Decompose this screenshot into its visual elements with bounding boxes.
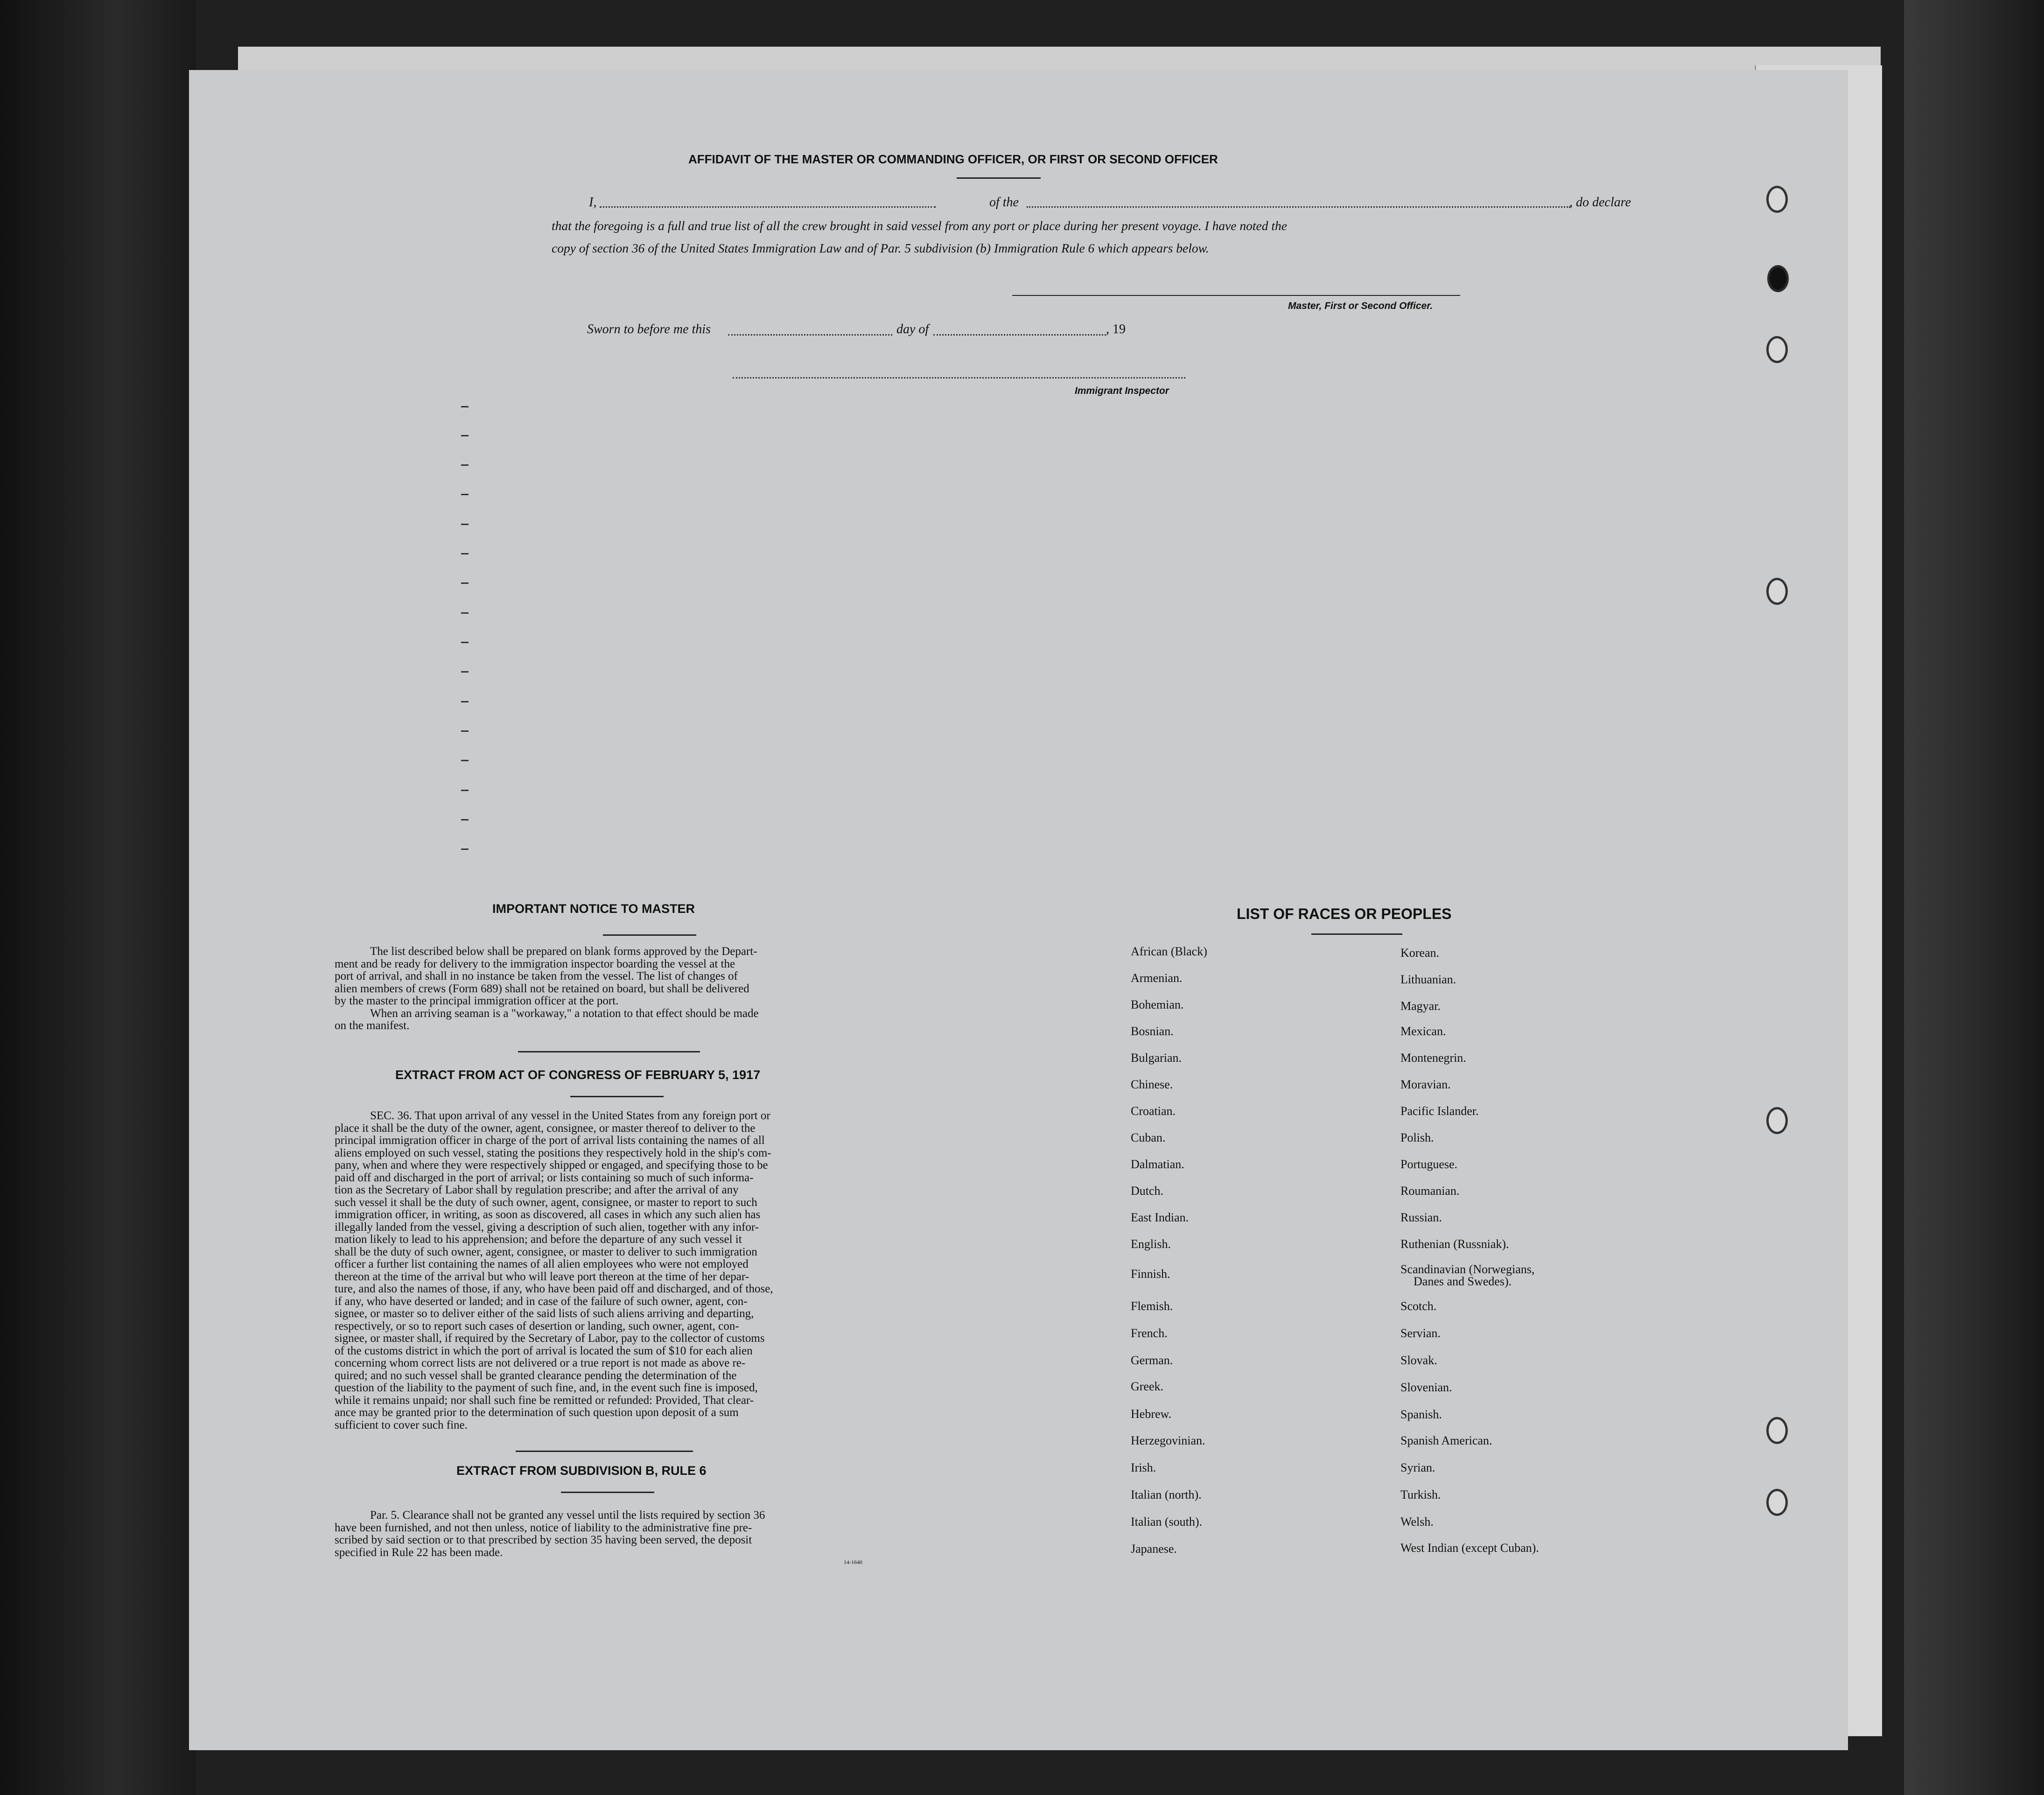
margin-tick xyxy=(461,464,469,466)
margin-tick xyxy=(461,435,469,436)
punch-hole xyxy=(1766,1489,1788,1516)
act-line: such vessel it shall be the duty of such owner, agent, consignee, or master to report to such xyxy=(335,1196,757,1209)
race-item: English. xyxy=(1131,1237,1171,1251)
act-line: ance may be granted prior to the determination of such question upon deposit of a sum xyxy=(335,1406,739,1419)
act-line: mation likely to lead to his apprehension; and before the departure of any such vessel it xyxy=(335,1233,742,1246)
race-item: French. xyxy=(1131,1326,1168,1340)
act-line: thereon at the time of the arrival but who will leave port thereon at the time of her depar- xyxy=(335,1270,749,1283)
race-item: Herzegovinian. xyxy=(1131,1434,1205,1447)
margin-tick xyxy=(461,524,469,525)
race-item: Dutch. xyxy=(1131,1184,1164,1198)
notice-title: IMPORTANT NOTICE TO MASTER xyxy=(492,902,695,916)
affidavit-vessel-blank xyxy=(1027,206,1570,208)
race-item: Croatian. xyxy=(1131,1104,1176,1118)
affidavit-name-blank xyxy=(600,206,936,208)
act-line: officer a further list containing the names of all alien employees who were not employed xyxy=(335,1258,749,1270)
race-item: Dalmatian. xyxy=(1131,1157,1184,1171)
punch-hole xyxy=(1766,186,1788,213)
notice-line: by the master to the principal immigration officer at the port. xyxy=(335,995,619,1007)
race-item: Irish. xyxy=(1131,1461,1156,1474)
act-line: signee, or master so to deliver either of the said lists of such aliens arriving and departing, xyxy=(335,1307,754,1320)
race-item: Servian. xyxy=(1400,1326,1441,1340)
races-title: LIST OF RACES OR PEOPLES xyxy=(1237,905,1452,922)
scan-background-right xyxy=(1904,0,2044,1795)
race-item: Spanish. xyxy=(1400,1408,1442,1421)
rule-line: have been furnished, and not then unless, notice of liability to the administrative fine pre- xyxy=(335,1521,752,1534)
race-item: Turkish. xyxy=(1400,1488,1441,1501)
affidavit-declare: , do declare xyxy=(1569,195,1631,210)
affidavit-line-3: copy of section 36 of the United States Immigration Law and of Par. 5 subdivision (b) Immigration Rule 6 which appears below. xyxy=(552,241,1209,255)
act-line: respectively, or so to report such cases of desertion or landing, such owner, agent, con- xyxy=(335,1319,739,1332)
act-line: sufficient to cover such fine. xyxy=(335,1418,468,1431)
notice-line: alien members of crews (Form 689) shall not be retained on board, but shall be delivered xyxy=(335,982,749,995)
sworn-month-blank xyxy=(933,334,1106,336)
race-item: Montenegrin. xyxy=(1400,1051,1466,1065)
affidavit-of-the: of the xyxy=(989,195,1019,210)
notice-line: The list described below shall be prepared on blank forms approved by the Depart- xyxy=(370,945,757,958)
race-item: Flemish. xyxy=(1131,1299,1173,1313)
act-line: paid off and discharged in the port of arrival; or lists containing so much of such informa- xyxy=(335,1171,754,1184)
race-item: East Indian. xyxy=(1131,1211,1189,1224)
sworn-day-blank xyxy=(728,334,892,336)
extract-rule-text xyxy=(335,1509,1081,1559)
margin-tick xyxy=(461,848,469,850)
margin-tick xyxy=(461,819,469,820)
notice-line: port of arrival, and shall in no instance be taken from the vessel. The list of changes of xyxy=(335,970,738,982)
margin-tick xyxy=(461,612,469,614)
punch-hole xyxy=(1767,265,1789,292)
race-item: Italian (south). xyxy=(1131,1515,1203,1529)
race-item: Lithuanian. xyxy=(1400,973,1456,986)
act-line: while it remains unpaid; nor shall such fine be remitted or refunded: Provided, That clear- xyxy=(335,1394,754,1407)
race-item: Scotch. xyxy=(1400,1299,1437,1313)
race-item: Portuguese. xyxy=(1400,1157,1458,1171)
race-item: Hebrew. xyxy=(1131,1407,1172,1421)
act-line: illegally landed from the vessel, giving a description of such alien, together with any infor- xyxy=(335,1220,759,1234)
margin-tick xyxy=(461,790,469,791)
race-item: Moravian. xyxy=(1400,1078,1451,1091)
sworn-day-of: day of xyxy=(896,322,929,337)
act-line: shall be the duty of such owner, agent, consignee, or master to deliver to such immigration xyxy=(335,1245,757,1258)
punch-hole xyxy=(1766,1417,1788,1444)
act-line: aliens employed on such vessel, stating the positions they respectively hold in the ship's com- xyxy=(335,1146,771,1159)
act-line: place it shall be the duty of the owner, agent, consignee, or master thereof to deliver to the xyxy=(335,1122,756,1135)
race-item: Cuban. xyxy=(1131,1131,1166,1144)
margin-tick xyxy=(461,701,469,702)
race-item: Pacific Islander. xyxy=(1400,1104,1479,1118)
race-item: Polish. xyxy=(1400,1131,1434,1144)
margin-tick xyxy=(461,760,469,761)
race-item: Bulgarian. xyxy=(1131,1051,1182,1065)
margin-tick xyxy=(461,582,469,584)
affidavit-i: I, xyxy=(589,195,597,210)
race-item: Greek. xyxy=(1131,1380,1164,1393)
inspector-signature-line xyxy=(733,377,1185,379)
act-line: question of the liability to the payment of such fine, and, in the event such fine is imposed, xyxy=(335,1381,758,1394)
scan-background-left xyxy=(0,0,196,1795)
race-item: Syrian. xyxy=(1400,1461,1435,1474)
race-item: Roumanian. xyxy=(1400,1184,1460,1198)
race-item: African (Black) xyxy=(1131,945,1207,958)
margin-tick xyxy=(461,494,469,495)
act-line: concerning whom correct lists are not delivered or a true report is not made as above re- xyxy=(335,1357,746,1369)
master-signature-label: Master, First or Second Officer. xyxy=(1288,301,1433,311)
margin-tick xyxy=(461,671,469,673)
document-page xyxy=(189,70,1848,1750)
extract-act-text xyxy=(335,1110,1081,1431)
race-item: Italian (north). xyxy=(1131,1488,1202,1501)
margin-tick xyxy=(461,553,469,554)
race-item: Bohemian. xyxy=(1131,998,1184,1011)
race-item: Scandinavian (Norwegians, xyxy=(1400,1262,1535,1276)
race-item: Korean. xyxy=(1400,946,1440,960)
section-divider xyxy=(518,1051,700,1052)
race-item: Armenian. xyxy=(1131,971,1183,985)
race-item: German. xyxy=(1131,1353,1173,1367)
race-item: Finnish. xyxy=(1131,1267,1170,1281)
notice-line: ment and be ready for delivery to the immigration inspector boarding the vessel at the xyxy=(335,957,735,970)
margin-tick xyxy=(461,730,469,732)
race-item: Bosnian. xyxy=(1131,1024,1174,1038)
sworn-year: , 19 xyxy=(1106,322,1126,337)
punch-hole xyxy=(1766,336,1788,363)
sworn-text: Sworn to before me this xyxy=(587,322,711,337)
race-item: Slovak. xyxy=(1400,1353,1437,1367)
act-line: of the customs district in which the port of arrival is located the sum of $10 for each alien xyxy=(335,1344,753,1357)
master-signature-line xyxy=(1012,295,1460,296)
margin-tick xyxy=(461,642,469,643)
race-item: Welsh. xyxy=(1400,1515,1434,1529)
act-line: pany, when and where they were respectively shipped or engaged, and specifying those to be xyxy=(335,1159,768,1171)
punch-hole xyxy=(1766,1107,1788,1134)
act-line: immigration officer, in writing, as soon as discovered, all cases in which any such alien has xyxy=(335,1208,761,1221)
extract-rule-rule xyxy=(561,1492,654,1493)
rule-line: Par. 5. Clearance shall not be granted any vessel until the lists required by section 36 xyxy=(370,1509,765,1522)
act-line: quired; and no such vessel shall be granted clearance pending the determination of the xyxy=(335,1369,737,1382)
rule-line: scribed by said section or to that prescribed by section 35 having been served, the deposit xyxy=(335,1534,752,1546)
act-line: principal immigration officer in charge of the port of arrival lists containing the names of all xyxy=(335,1134,765,1147)
extract-act-title: EXTRACT FROM ACT OF CONGRESS OF FEBRUARY 5, 1917 xyxy=(395,1068,761,1082)
affidavit-title-rule xyxy=(957,177,1041,179)
punch-hole xyxy=(1766,578,1788,605)
act-line: SEC. 36. That upon arrival of any vessel in the United States from any foreign port or xyxy=(370,1109,770,1122)
margin-tick xyxy=(461,406,469,407)
race-item: Danes and Swedes). xyxy=(1414,1275,1512,1288)
race-item: Magyar. xyxy=(1400,999,1441,1013)
notice-line: When an arriving seaman is a "workaway," a notation to that effect should be made xyxy=(370,1007,759,1020)
extract-rule-title: EXTRACT FROM SUBDIVISION B, RULE 6 xyxy=(456,1464,707,1478)
notice-title-rule xyxy=(603,934,696,936)
extract-act-rule xyxy=(570,1096,664,1097)
race-item: Japanese. xyxy=(1131,1542,1177,1556)
race-item: Mexican. xyxy=(1400,1024,1446,1038)
inspector-label: Immigrant Inspector xyxy=(1075,386,1169,396)
race-item: West Indian (except Cuban). xyxy=(1400,1541,1539,1555)
act-line: tion as the Secretary of Labor shall by regulation prescribe; and after the arrival of any xyxy=(335,1184,739,1196)
affidavit-title: AFFIDAVIT OF THE MASTER OR COMMANDING OFFICER, OR FIRST OR SECOND OFFICER xyxy=(688,152,1218,166)
form-number: 14-1640 xyxy=(844,1559,862,1565)
act-line: signee, or master shall, if required by the Secretary of Labor, pay to the collector of customs xyxy=(335,1332,765,1345)
race-item: Russian. xyxy=(1400,1211,1442,1224)
race-item: Chinese. xyxy=(1131,1078,1173,1091)
act-line: ture, and also the names of those, if any, who have been paid off and discharged, and of those, xyxy=(335,1283,773,1295)
race-item: Slovenian. xyxy=(1400,1381,1452,1394)
race-item: Ruthenian (Russniak). xyxy=(1400,1237,1509,1251)
race-item: Spanish American. xyxy=(1400,1434,1492,1447)
rule-line: specified in Rule 22 has been made. xyxy=(335,1546,503,1559)
affidavit-line-2: that the foregoing is a full and true list of all the crew brought in said vessel from any port or place during her present voyage. I have noted the xyxy=(552,218,1287,233)
act-line: if any, who have deserted or landed; and in case of the failure of such owner, agent, con- xyxy=(335,1295,748,1308)
races-title-rule xyxy=(1311,933,1402,935)
notice-text xyxy=(335,946,1081,1032)
notice-line: on the manifest. xyxy=(335,1019,410,1032)
section-divider xyxy=(516,1451,693,1452)
